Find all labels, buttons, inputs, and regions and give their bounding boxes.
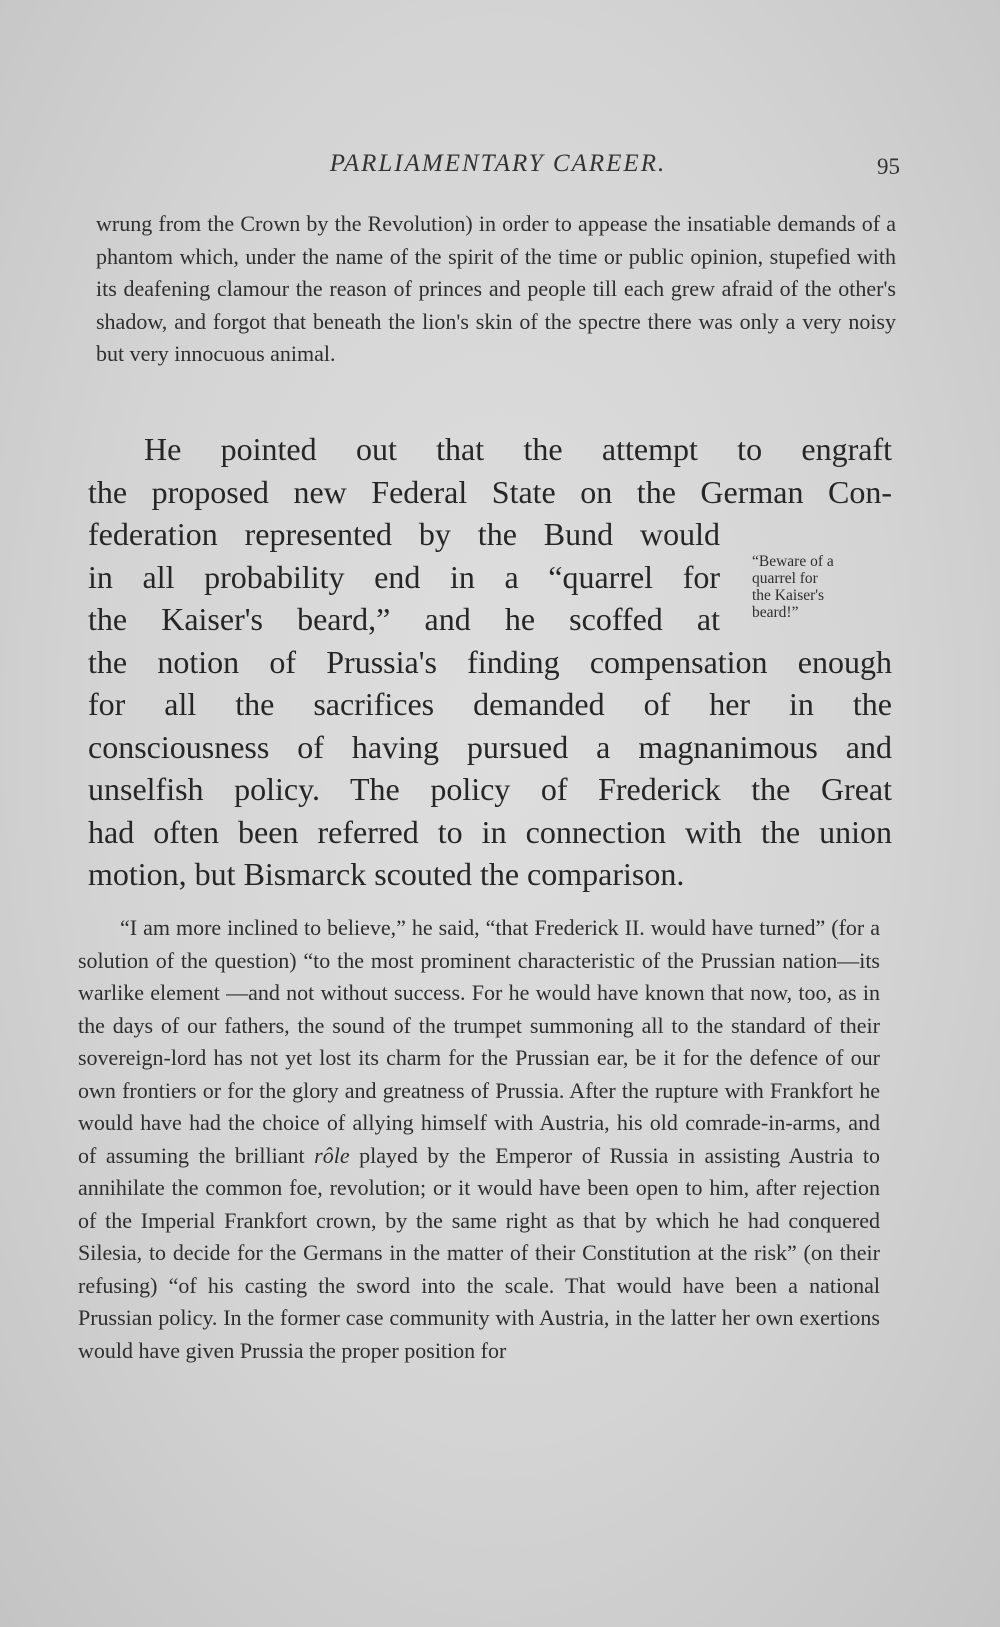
- main-paragraph-line: motion, but Bismarck scouted the comparison.: [88, 856, 685, 892]
- main-paragraph-line: the proposed new Federal State on the German Con-: [88, 473, 892, 510]
- main-paragraph-line: for all the sacrifices demanded of her in the: [88, 686, 892, 722]
- quoted-passage-bottom: [78, 912, 880, 1367]
- margin-note-line: the Kaiser's: [752, 587, 825, 604]
- italic-word: rôle: [314, 1142, 350, 1168]
- margin-note: [752, 553, 892, 621]
- page-number: 95: [877, 154, 900, 179]
- quoted-passage-text: played by the Emperor of Russia in assisting Austria to annihilate the common foe, revolution; or it would have been open to him, after rejection of the Imperial Frankfort crown, by the same right as that by which he had conquered Silesia, to decide for the Germans in the matter of their Constitution at the risk” (on their refusing) “of his casting the sword into the scale. That would have been a national Prussian policy. In the former case community with Austria, in the latter her own exertions would have given Prussia the proper position for: [78, 1142, 881, 1363]
- main-paragraph-line: He pointed out that the attempt to engraft: [144, 431, 892, 467]
- main-paragraph-line: the notion of Prussia's finding compensation enough: [88, 643, 892, 680]
- main-paragraph-line: federation represented by the Bund would: [88, 516, 720, 552]
- main-paragraph: [88, 428, 892, 896]
- main-paragraph-line: the Kaiser's beard,” and he scoffed at: [88, 601, 720, 637]
- main-paragraph-line: in all probability end in a “quarrel for: [88, 558, 720, 595]
- margin-note-line: beard!”: [752, 604, 799, 621]
- quoted-passage-text: “I am more inclined to believe,” he said, “that Frederick II. would have turned” (for a solution of the question) “to the most prominent characteristic of the Prussian nation—its warlike element —and not without success. For he would have known that now, too, as in the days of our fathers, the sound of the trumpet summoning all to the standard of their sovereign-lord has not yet lost its charm for the Prussian ear, be it for the defence of our own frontiers or for the glory and greatness of Prussia. After the rupture with Frankfort he would have had the choice of allying himself with Austria, his old comrade-in-arms, and of assuming the brilliant: [78, 915, 880, 1168]
- running-header: [96, 150, 900, 190]
- main-paragraph-line: consciousness of having pursued a magnanimous and: [88, 728, 892, 765]
- margin-note-line: quarrel for: [752, 570, 818, 587]
- margin-note-line: “Beware of a: [752, 553, 834, 570]
- main-paragraph-line: unselfish policy. The policy of Frederick the Great: [88, 771, 892, 807]
- running-title: PARLIAMENTARY CAREER.: [329, 150, 667, 177]
- quoted-passage-top: wrung from the Crown by the Revolution) in order to appease the insatiable demands of a phantom which, under the name of the spirit of the time or public opinion, stupefied with its deafening clamour the reason of princes and people till each grew afraid of the other's shadow, and forgot that beneath the lion's skin of the spectre there was only a very noisy but very innocuous animal.: [96, 211, 896, 366]
- main-paragraph-line: had often been referred to in connection with the union: [88, 813, 892, 850]
